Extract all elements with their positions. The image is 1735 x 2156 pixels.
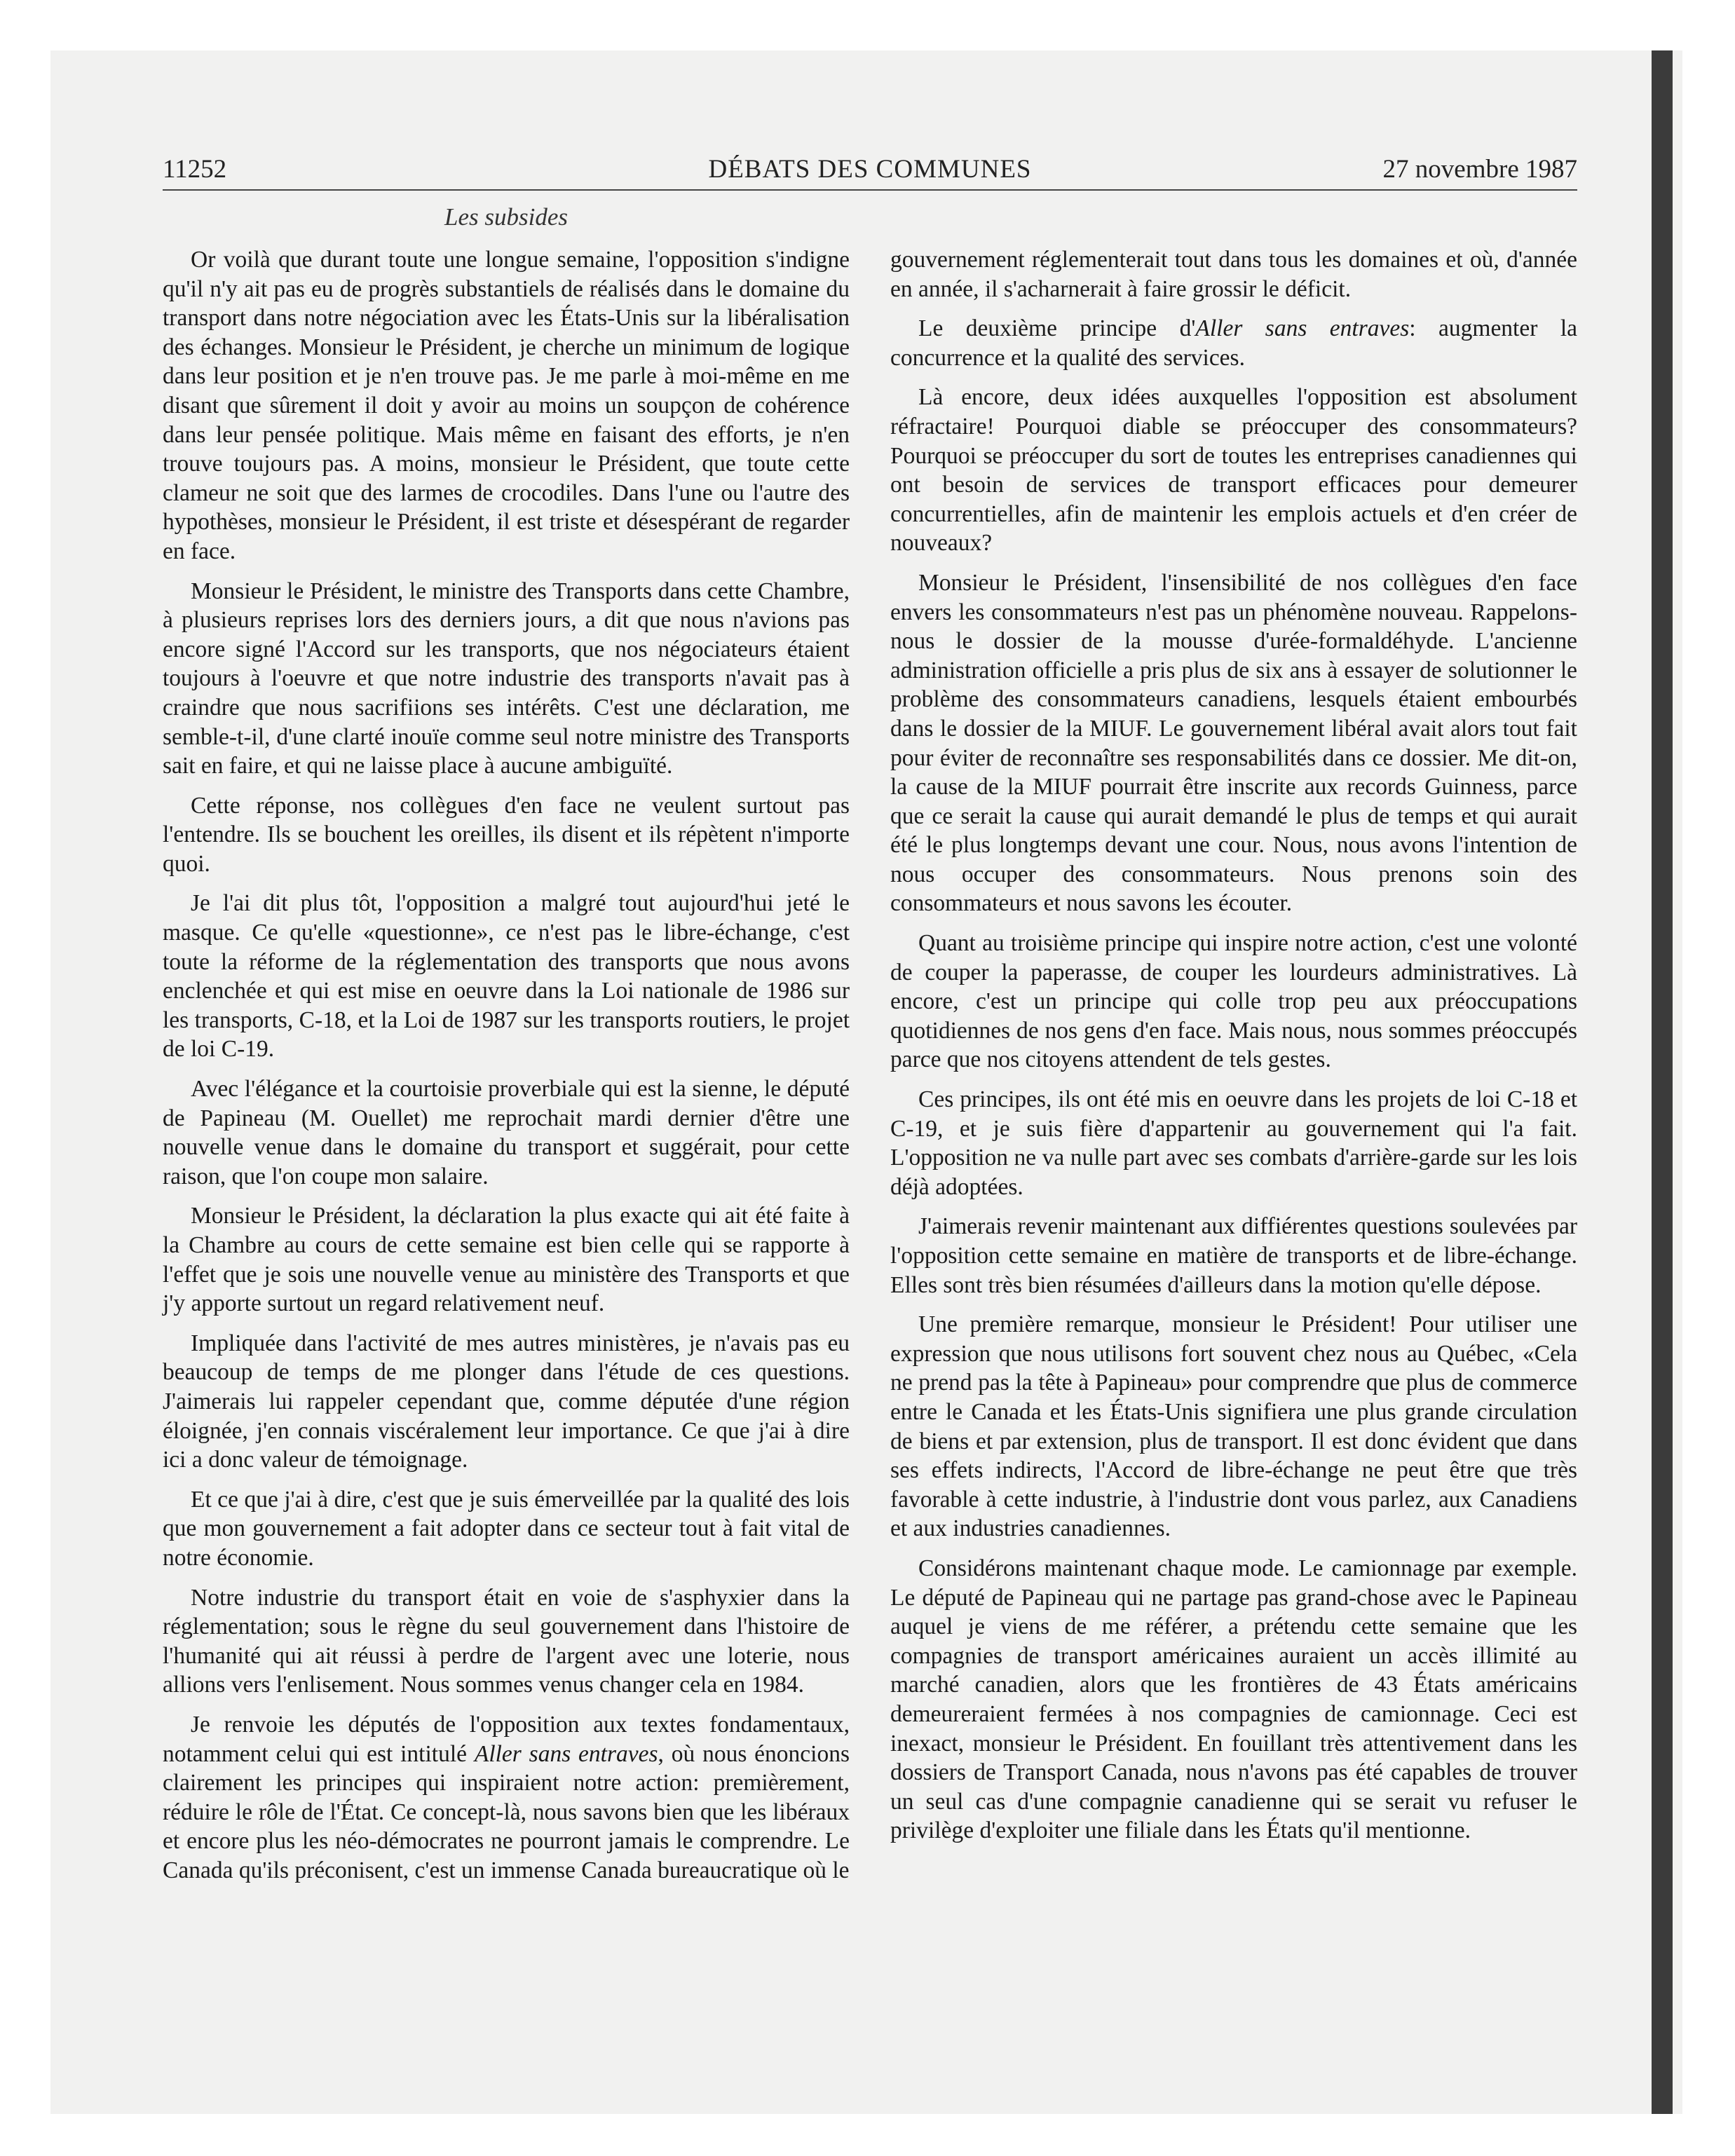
- paragraph-continuation: gouvernement réglementerait tout dans tous les domaines et où, d'année en année, il s'acharnerait à faire grossir le déficit.: [890, 247, 1577, 302]
- paragraph: [890, 314, 1577, 372]
- paragraph: Là encore, deux idées auxquelles l'opposition est absolument réfractaire! Pourquoi diable se préoccuper des consommateurs? Pourquoi se préoccuper du sort de toutes les entreprises canadiennes qui ont besoin de services de transport efficaces pour demeurer concurrentielles, afin de maintenir les emplois actuels et d'en créer de nouveaux?: [890, 384, 1577, 557]
- text-run: Je renvoie les députés de l'opposition aux textes fondamentaux, notamment celui qui est intitulé: [163, 1711, 850, 1767]
- text-run: Le deuxième principe d': [918, 315, 1196, 342]
- paragraph: Une première remarque, monsieur le Président! Pour utiliser une expression que nous utilisons fort souvent chez nous au Québec, «Cela ne prend pas la tête à Papineau» pour comprendre que plus de commerce entre le Canada et les États-Unis signifiera une plus grande circulation de biens et par extension, plus de transport. Il est donc évident que dans ses effets indirects, l'Accord de libre-échange ne peut être que très favorable à cette industrie, à l'industrie dont vous parlez, aux Canadiens et aux industries canadiennes.: [890, 1311, 1577, 1542]
- document-title-italic: Aller sans entraves: [1195, 315, 1410, 342]
- paragraph: Quant au troisième principe qui inspire notre action, c'est une volonté de couper la paperasse, de couper les lourdeurs administratives. Là encore, c'est un principe qui colle trop peu aux préoccupations quotidiennes de nos gens d'en face. Mais nous, nous sommes préoccupés parce que nos citoyens attendent de tels gestes.: [890, 930, 1577, 1073]
- paragraph: [163, 1710, 850, 1885]
- publication-date: 27 novembre 1987: [1382, 155, 1577, 184]
- paragraph: Monsieur le Président, la déclaration la plus exacte qui ait été faite à la Chambre au cours de cette semaine est bien celle qui se rapporte à l'effet que je sois une nouvelle venue au ministère des Transports et que j'y apporte surtout un regard relativement neuf.: [163, 1203, 850, 1317]
- left-column: [163, 245, 850, 1895]
- document-title-italic: Aller sans entraves: [474, 1740, 658, 1767]
- right-column: [890, 245, 1577, 1856]
- text-run: : augmenter la concurrence et la qualité des services.: [890, 315, 1577, 371]
- paragraph: Cette réponse, nos collègues d'en face ne veulent surtout pas l'entendre. Ils se bouchent les oreilles, ils disent et ils répètent n'importe quoi.: [163, 792, 850, 877]
- paragraph: Avec l'élégance et la courtoisie proverbiale qui est la sienne, le député de Papineau (M. Ouellet) me reprochait mardi dernier d'être une nouvelle venue dans le domaine du transport et suggérait, pour cette raison, que l'on coupe mon salaire.: [163, 1076, 850, 1189]
- text-run: , où nous énoncions clairement les principes qui inspiraient notre action: premièrement, réduire le rôle de l'État. Ce concept-là, nous savons bien que les libéraux et encore plus les néo-démocrates ne pourront jamais le comprendre. Le Canada qu'ils préconisent, c'est un immense Canada bureaucratique où le: [163, 1740, 850, 1883]
- paragraph: Impliquée dans l'activité de mes autres ministères, je n'avais pas eu beaucoup de temps de me plonger dans l'étude de ces questions. J'aimerais lui rappeler cependant que, comme députée d'une région éloignée, j'en connais viscéralement leur importance. Ce que j'ai à dire ici a donc valeur de témoignage.: [163, 1330, 850, 1473]
- paragraph: J'aimerais revenir maintenant aux diffiérentes questions soulevées par l'opposition cette semaine en matière de transports et de libre-échange. Elles sont très bien résumées d'ailleurs dans la motion qu'elle dépose.: [890, 1213, 1577, 1298]
- paragraph: Ces principes, ils ont été mis en oeuvre dans les projets de loi C-18 et C-19, et je suis fière d'appartenir au gouvernement qui l'a fait. L'opposition ne va nulle part avec ses combats d'arrière-garde sur les lois déjà adoptées.: [890, 1086, 1577, 1200]
- page-header: [163, 154, 1577, 186]
- section-title: Les subsides: [444, 203, 568, 231]
- paragraph: Considérons maintenant chaque mode. Le camionnage par exemple. Le député de Papineau qui ne partage pas grand-chose avec le Papineau auquel je viens de me référer, a prétendu cette semaine que les compagnies de transport américaines auraient un accès illimité au marché canadien, alors que les frontières de 43 États américains demeureraient fermées à nos compagnies de camionnage. Ceci est inexact, monsieur le Président. En fouillant très attentivement dans les dossiers de Transport Canada, nous n'avons pas été capables de trouver un seul cas d'une compagnie canadienne qui se serait vu refuser le privilège d'exploiter une filiale dans les États qu'il mentionne.: [890, 1555, 1577, 1844]
- scan-edge-bar: [1652, 50, 1673, 2114]
- paragraph: Monsieur le Président, l'insensibilité de nos collègues d'en face envers les consommateurs n'est pas un phénomène nouveau. Rappelons-nous le dossier de la mousse d'urée-formaldéhyde. L'ancienne administration officielle a pris plus de six ans à essayer de solutionner le problème des consommateurs canadiens, lesquels étaient embourbés dans le dossier de la MIUF. Le gouvernement libéral avait alors tout fait pour éviter de reconnaître ses responsabilités dans ce dossier. Me dit-on, la cause de la MIUF pourrait être inscrite aux records Guinness, parce que ce serait la cause qui aurait demandé le plus de temps et qui aurait été le plus longtemps devant une cour. Nous, nous avons l'intention de nous occuper des consommateurs. Nous prenons soin des consommateurs et nous savons les écouter.: [890, 569, 1577, 917]
- paragraph: Notre industrie du transport était en voie de s'asphyxier dans la réglementation; sous le règne du seul gouvernement dans l'histoire de l'humanité qui ait réussi à perdre de l'argent avec une loterie, nous allions vers l'enlisement. Nous sommes venus changer cela en 1984.: [163, 1584, 850, 1698]
- paragraph: Monsieur le Président, le ministre des Transports dans cette Chambre, à plusieurs reprises lors des derniers jours, a dit que nous n'avions pas encore signé l'Accord sur les transports, que nos négociateurs étaient toujours à l'oeuvre et que notre industrie des transports n'avait pas à craindre que nous sacrifiions ses intérêts. C'est une déclaration, me semble-t-il, d'une clarté inouïe comme seul notre ministre des Transports sait en faire, et qui ne laisse place à aucune ambiguïté.: [163, 578, 850, 779]
- header-rule: [163, 189, 1577, 191]
- paragraph: Je l'ai dit plus tôt, l'opposition a malgré tout aujourd'hui jeté le masque. Ce qu'elle «questionne», ce n'est pas le libre-échange, c'est toute la réforme de la réglementation des transports que nous avons enclenchée et qui est mise en oeuvre dans la Loi nationale de 1986 sur les transports, C-18, et la Loi de 1987 sur les transports routiers, le projet de loi C-19.: [163, 890, 850, 1063]
- publication-title: DÉBATS DES COMMUNES: [708, 155, 1032, 184]
- page-number: 11252: [163, 155, 227, 184]
- paragraph: Et ce que j'ai à dire, c'est que je suis émerveillée par la qualité des lois que mon gouvernement a fait adopter dans ce secteur tout à fait vital de notre économie.: [163, 1486, 850, 1571]
- paragraph: Or voilà que durant toute une longue semaine, l'opposition s'indigne qu'il n'y ait pas eu de progrès substantiels de réalisés dans le domaine du transport dans notre négociation avec les États-Unis sur la libéralisation des échanges. Monsieur le Président, je cherche un minimum de logique dans leur position et je n'en trouve pas. Je me parle à moi-même en me disant que sûrement il doit y avoir au moins un soupçon de cohérence dans leur pensée politique. Mais même en faisant des efforts, je n'en trouve toujours pas. A moins, monsieur le Président, que toute cette clameur ne soit que des larmes de crocodiles. Dans l'une ou l'autre des hypothèses, monsieur le Président, il est triste et désespérant de regarder en face.: [163, 247, 850, 564]
